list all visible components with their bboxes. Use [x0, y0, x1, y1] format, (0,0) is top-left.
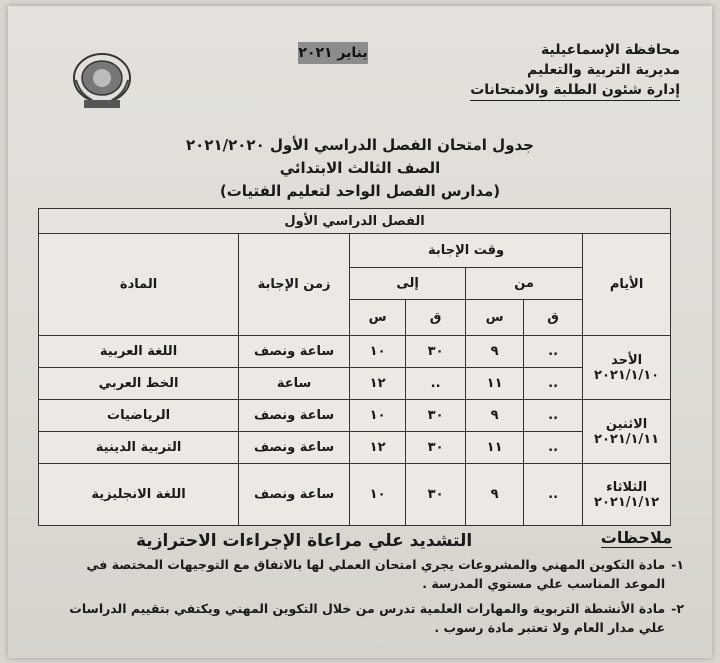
- ministry-seal-logo: [70, 50, 134, 110]
- day-date: ٢٠٢١/١/١١: [594, 431, 660, 447]
- day-cell: [583, 336, 671, 400]
- day-date: ٢٠٢١/١/١٢: [594, 494, 660, 510]
- subject-cell: الخط العربي: [39, 368, 239, 400]
- header-to: إلى: [350, 268, 466, 300]
- from-minutes-cell: ..: [524, 336, 583, 368]
- grade-title: الصف الثالث الابتدائي: [279, 159, 441, 177]
- header-subject: المادة: [39, 234, 239, 336]
- table-row: [39, 336, 671, 368]
- semester-header: الفصل الدراسي الأول: [39, 209, 671, 234]
- table-row: [39, 400, 671, 432]
- issue-date: يناير ٢٠٢١: [298, 42, 368, 64]
- note-number: ٢-: [671, 601, 684, 616]
- from-hours-cell: ٩: [466, 336, 524, 368]
- notes-title: ملاحظات: [600, 528, 672, 547]
- day-cell: [583, 464, 671, 526]
- to-hours-cell: ١٢: [350, 432, 406, 464]
- table-row: [39, 368, 671, 400]
- day-cell: [583, 400, 671, 464]
- to-minutes-cell: ٣٠: [406, 464, 466, 526]
- table-row: [39, 464, 671, 526]
- issuer-header: [470, 40, 680, 101]
- to-hours-cell: ١٠: [350, 464, 406, 526]
- caution-text: التشديد علي مراعاة الإجراءات الاحترازية: [136, 531, 473, 551]
- from-hours-cell: ٩: [466, 464, 524, 526]
- header-to-minutes: ق: [406, 300, 466, 336]
- to-hours-cell: ١٠: [350, 400, 406, 432]
- department-name: إدارة شئون الطلبة والامتحانات: [470, 80, 680, 101]
- schedule-title: جدول امتحان الفصل الدراسي الأول ٢٠٢١/٢٠٢٠: [186, 136, 534, 154]
- from-hours-cell: ٩: [466, 400, 524, 432]
- schools-title: (مدارس الفصل الواحد لتعليم الفتيات): [219, 182, 501, 200]
- to-minutes-cell: ..: [406, 368, 466, 400]
- day-name: الاثنين: [605, 416, 648, 432]
- header-from: من: [466, 268, 583, 300]
- subject-cell: اللغة الانجليزية: [39, 464, 239, 526]
- list-item: [44, 555, 684, 593]
- from-minutes-cell: ..: [524, 368, 583, 400]
- header-days: الأيام: [583, 234, 671, 336]
- subject-cell: الرياضيات: [39, 400, 239, 432]
- to-hours-cell: ١٠: [350, 336, 406, 368]
- header-answer-time: وقت الإجابة: [350, 234, 583, 268]
- header-duration: زمن الإجابة: [239, 234, 350, 336]
- subject-cell: اللغة العربية: [39, 336, 239, 368]
- directorate-name: مديرية التربية والتعليم: [527, 62, 680, 78]
- duration-cell: ساعة ونصف: [239, 400, 350, 432]
- to-minutes-cell: ٣٠: [406, 432, 466, 464]
- table-row: [39, 432, 671, 464]
- exam-schedule-table: [38, 208, 671, 526]
- header-from-minutes: ق: [524, 300, 583, 336]
- day-name: الأحد: [611, 352, 643, 368]
- day-name: الثلاثاء: [606, 479, 648, 495]
- schedule-titles: [8, 134, 712, 203]
- governorate-name: محافظة الإسماعيلية: [540, 42, 680, 58]
- from-minutes-cell: ..: [524, 432, 583, 464]
- from-hours-cell: ١١: [466, 368, 524, 400]
- list-item: [44, 599, 684, 637]
- to-minutes-cell: ٣٠: [406, 336, 466, 368]
- notes-list: [44, 555, 684, 643]
- from-minutes-cell: ..: [524, 464, 583, 526]
- duration-cell: ساعة ونصف: [239, 432, 350, 464]
- day-date: ٢٠٢١/١/١٠: [594, 367, 660, 383]
- header-from-hours: س: [466, 300, 524, 336]
- from-hours-cell: ١١: [466, 432, 524, 464]
- duration-cell: ساعة ونصف: [239, 464, 350, 526]
- from-minutes-cell: ..: [524, 400, 583, 432]
- subject-cell: التربية الدينية: [39, 432, 239, 464]
- note-text: مادة الأنشطة التربوية والمهارات العلمية تدرس من خلال التكوين المهني ويكتفي بتقييم الدراسات علي مدار العام ولا تعتبر مادة رسوب .: [69, 601, 666, 635]
- note-number: ١-: [671, 557, 684, 572]
- to-hours-cell: ١٢: [350, 368, 406, 400]
- header-to-hours: س: [350, 300, 406, 336]
- note-text: مادة التكوين المهني والمشروعات يجري امتحان العملي لها بالاتفاق مع التوجيهات المختصة في الموعد المناسب علي مستوي المدرسة .: [86, 557, 666, 591]
- duration-cell: ساعة ونصف: [239, 336, 350, 368]
- to-minutes-cell: ٣٠: [406, 400, 466, 432]
- duration-cell: ساعة: [239, 368, 350, 400]
